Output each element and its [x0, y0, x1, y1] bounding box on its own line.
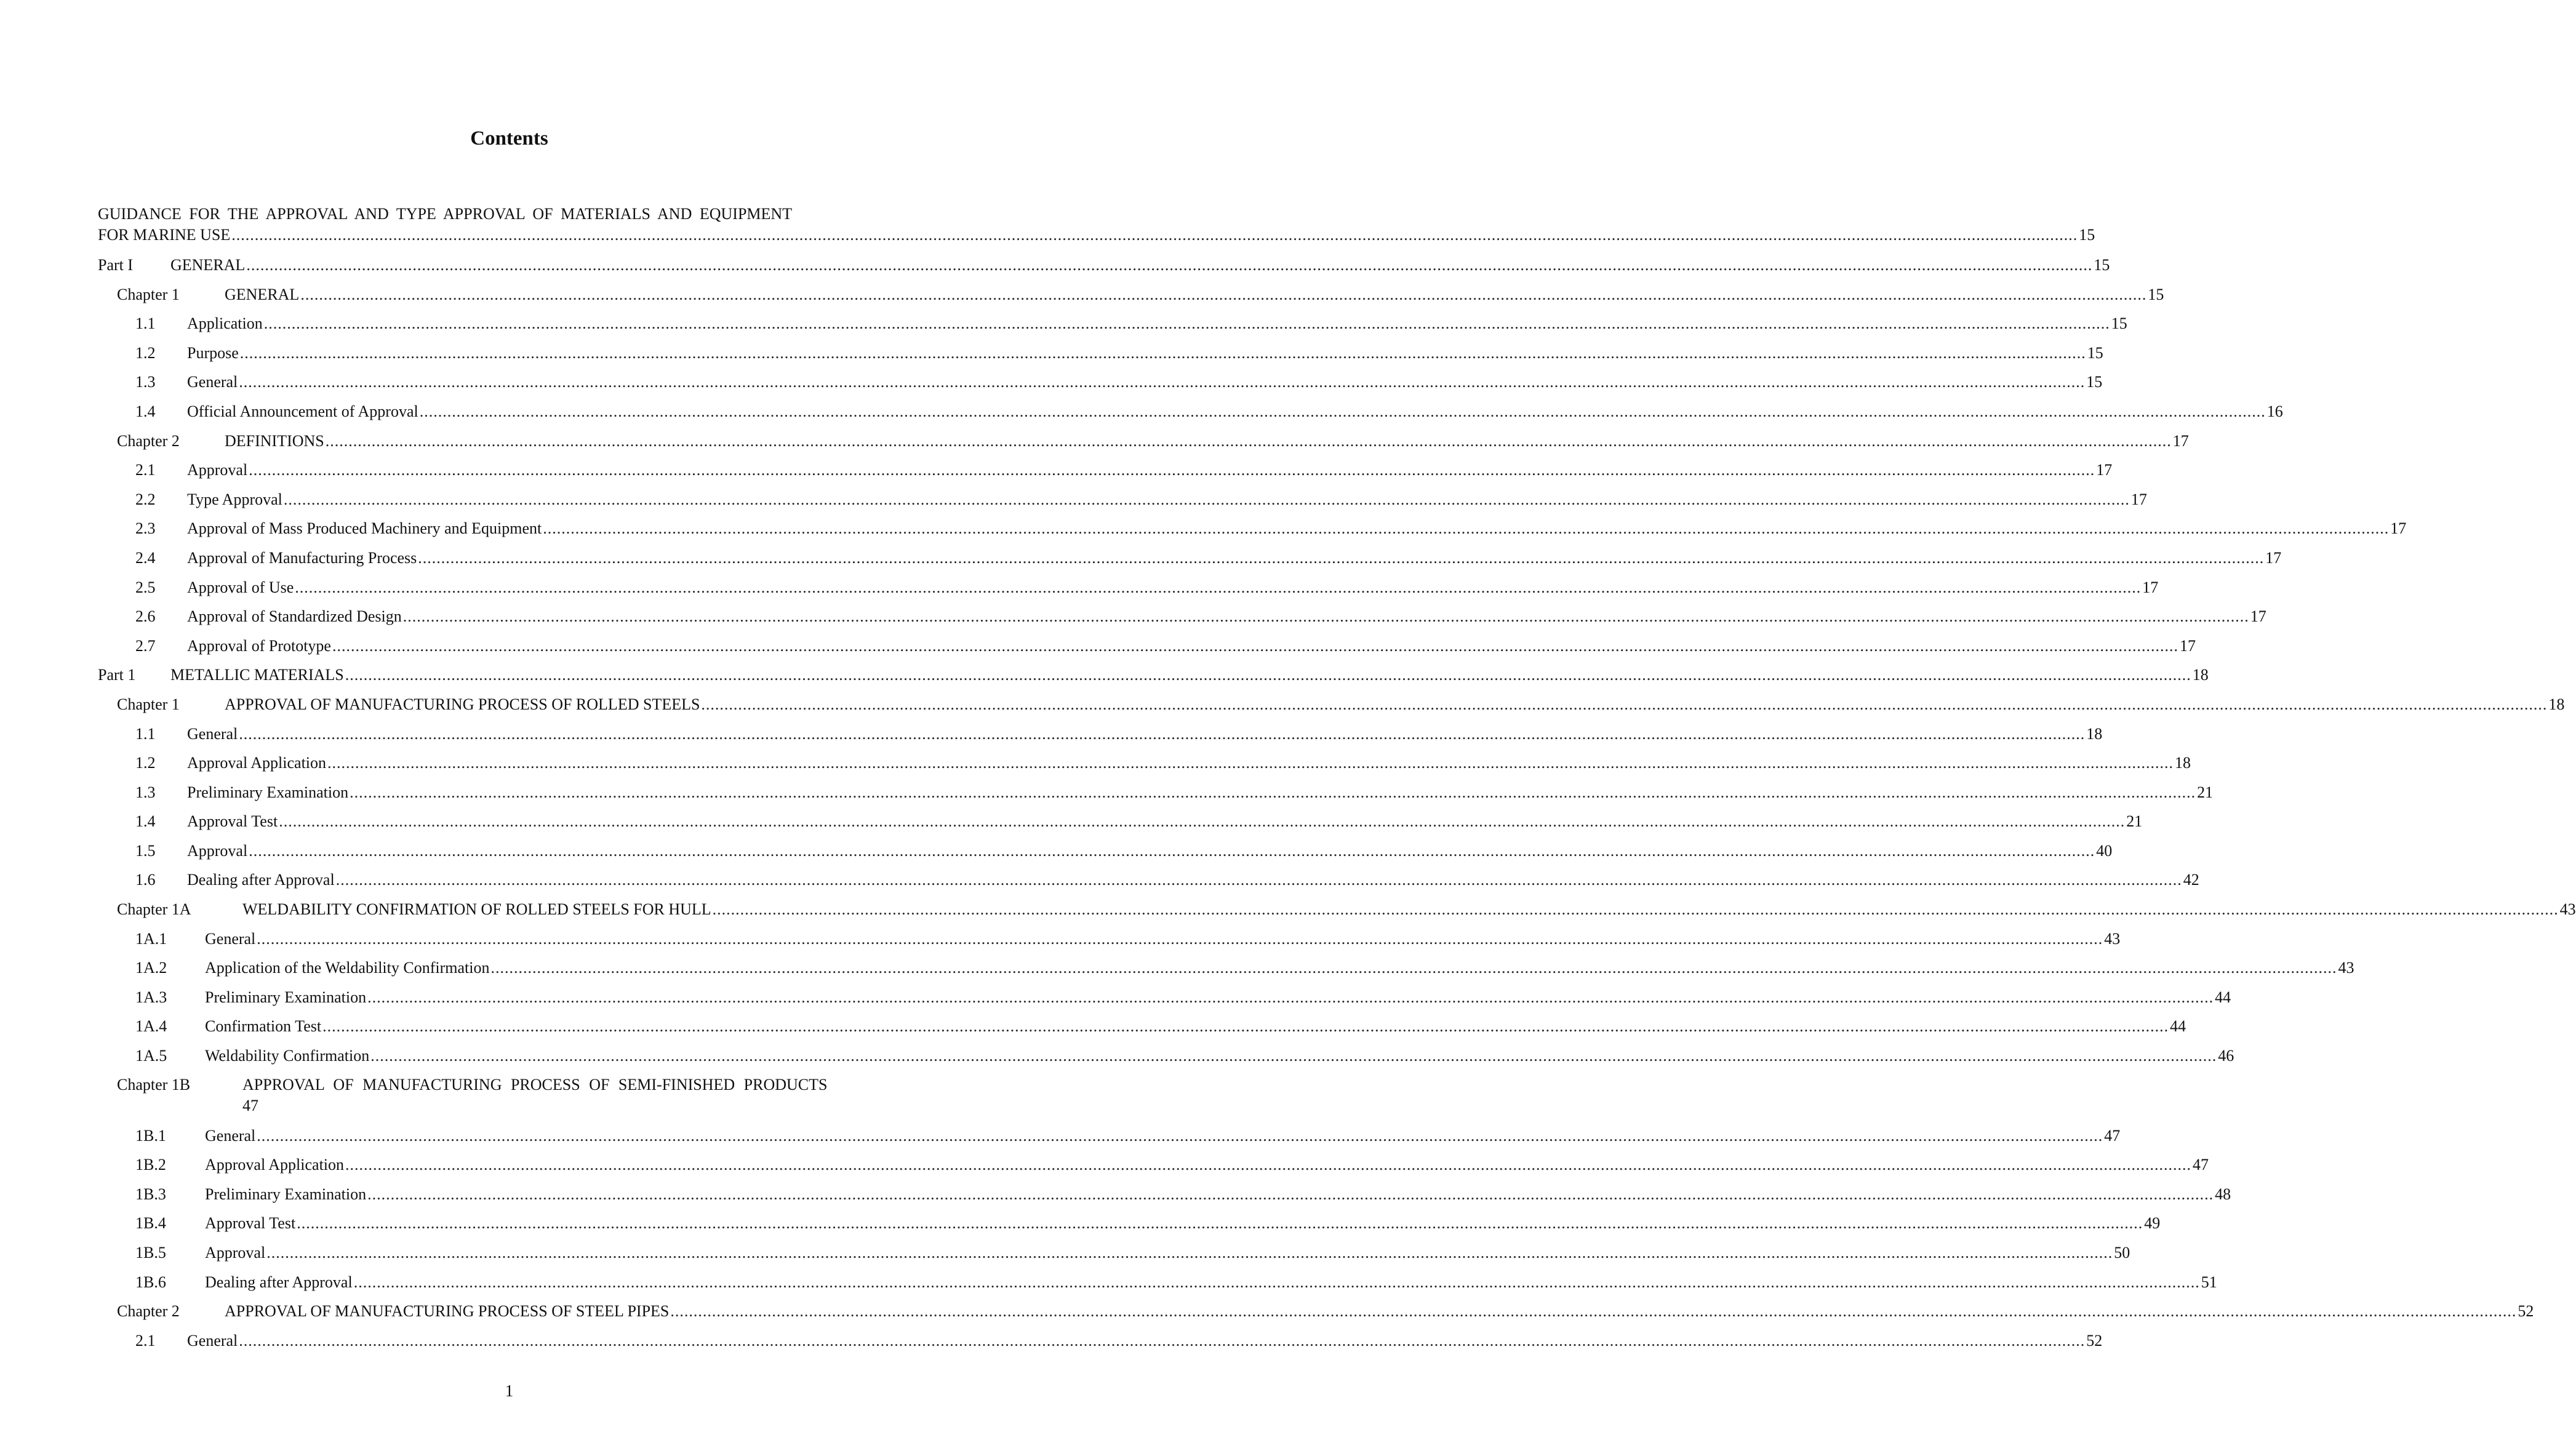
toc-entry-number: Chapter 1 — [117, 695, 180, 713]
toc-page-number: 40 — [2096, 841, 2113, 860]
toc-entry-label: Confirmation Test — [205, 1017, 322, 1036]
toc-page-number: 18 — [2086, 724, 2103, 743]
toc-page-number: 43 — [2104, 929, 2121, 948]
toc-entry[interactable] — [98, 748, 2191, 778]
dot-leader: ................................................................................................................................................................................................................................................................................................................................................................................................................ — [327, 754, 2174, 772]
toc-page-number: 18 — [2175, 754, 2191, 772]
toc-page-number: 47 — [242, 1096, 258, 1114]
toc-entry-label: Preliminary Examination — [205, 988, 367, 1006]
toc-page-number: 47 — [2104, 1126, 2121, 1145]
toc-entry-label-line2: FOR MARINE USE — [98, 226, 231, 244]
toc-entry-label: Approval — [187, 841, 248, 860]
toc-entry-number: 1A.4 — [135, 1017, 167, 1036]
toc-entry[interactable] — [98, 1180, 2231, 1209]
dot-leader: ................................................................................................................................................................................................................................................................................................................................................................................................................ — [322, 1017, 2169, 1036]
toc-entry-guidance[interactable] — [98, 200, 2095, 250]
toc-entry-label: Approval of Prototype — [187, 636, 331, 655]
dot-leader: ................................................................................................................................................................................................................................................................................................................................................................................................................ — [295, 578, 2142, 596]
toc-entry-number: Part 1 — [98, 666, 136, 684]
toc-entry-label: WELDABILITY CONFIRMATION OF ROLLED STEELS FOR HULL — [242, 900, 711, 919]
dot-leader: ................................................................................................................................................................................................................................................................................................................................................................................................................ — [712, 900, 2559, 919]
toc-page-number: 15 — [2087, 343, 2103, 362]
toc-entry-number: 2.1 — [135, 1331, 156, 1350]
toc-page-number: 16 — [2266, 402, 2283, 420]
toc-entry-label: General — [205, 1126, 256, 1145]
toc-page-number: 49 — [2144, 1214, 2161, 1233]
toc-page-number: 17 — [2096, 461, 2113, 479]
toc-page-number: 18 — [2548, 695, 2565, 713]
toc-page-number: 15 — [2094, 256, 2110, 274]
toc-entry[interactable] — [98, 1041, 2234, 1071]
dot-leader: ................................................................................................................................................................................................................................................................................................................................................................................................................ — [266, 1244, 2113, 1262]
toc-page-number: 15 — [2111, 314, 2127, 333]
toc-entry-label-line1: GUIDANCE FOR THE APPROVAL AND TYPE APPROVAL OF MATERIALS AND EQUIPMENT — [98, 205, 793, 223]
toc-page-number: 42 — [2183, 871, 2199, 889]
toc-entry-chapter-1b[interactable] — [98, 1071, 930, 1121]
toc-page-number: 17 — [2390, 519, 2407, 538]
dot-leader: ................................................................................................................................................................................................................................................................................................................................................................................................................ — [543, 519, 2390, 538]
dot-leader: ................................................................................................................................................................................................................................................................................................................................................................................................................ — [246, 256, 2093, 274]
toc-entry[interactable] — [98, 338, 2103, 368]
toc-page-number: 43 — [2559, 900, 2576, 919]
toc-page-number: 43 — [2338, 959, 2354, 977]
dot-leader: ................................................................................................................................................................................................................................................................................................................................................................................................................ — [283, 490, 2130, 508]
toc-entry[interactable] — [98, 1238, 2130, 1268]
toc-entry-label: General — [187, 724, 238, 743]
toc-entry-number: 2.6 — [135, 607, 156, 626]
toc-entry-number: 1B.6 — [135, 1273, 166, 1291]
dot-leader: ................................................................................................................................................................................................................................................................................................................................................................................................................ — [490, 959, 2337, 977]
toc-entry-number: 1B.1 — [135, 1126, 166, 1145]
toc-entry-number: Part I — [98, 256, 134, 274]
toc-entry-label: Approval Application — [187, 754, 327, 772]
toc-entry[interactable] — [98, 455, 2113, 485]
toc-entry[interactable] — [98, 602, 2266, 631]
toc-page-number: 17 — [2130, 490, 2147, 508]
toc-entry-number: 1.4 — [135, 812, 156, 831]
dot-leader: ................................................................................................................................................................................................................................................................................................................................................................................................................ — [345, 666, 2191, 684]
toc-entry-label: Purpose — [187, 343, 239, 362]
dot-leader: ................................................................................................................................................................................................................................................................................................................................................................................................................ — [345, 1156, 2192, 1174]
toc-entry-label: Approval Test — [187, 812, 278, 831]
toc-entry-number: Chapter 2 — [117, 1302, 180, 1321]
toc-entry-label: Approval Application — [205, 1156, 345, 1174]
toc-entry[interactable] — [98, 573, 2159, 602]
toc-entry[interactable] — [98, 1326, 2103, 1356]
toc-entry[interactable] — [98, 1268, 2217, 1297]
dot-leader: ................................................................................................................................................................................................................................................................................................................................................................................................................ — [300, 285, 2147, 303]
toc-page-number: 17 — [2179, 636, 2196, 655]
toc-entry[interactable] — [98, 953, 2354, 983]
dot-leader: ................................................................................................................................................................................................................................................................................................................................................................................................................ — [402, 607, 2249, 626]
toc-entry-label: Dealing after Approval — [205, 1273, 353, 1291]
toc-entry-number: 1A.2 — [135, 959, 167, 977]
toc-entry-label: Application — [187, 314, 263, 333]
toc-entry-label: Approval of Use — [187, 578, 294, 596]
toc-entry-number: Chapter 1A — [117, 900, 191, 919]
toc-entry-number: 1.6 — [135, 871, 156, 889]
toc-entry[interactable] — [98, 485, 2147, 514]
toc-entry-number: 1B.4 — [135, 1214, 166, 1233]
toc-entry-label: APPROVAL OF MANUFACTURING PROCESS OF SEMI-FINISHED PRODUCTS — [242, 1075, 828, 1094]
toc-entry-label: General — [187, 1331, 238, 1350]
toc-entry-number: Chapter 2 — [117, 431, 180, 450]
toc-entry-number: 1.3 — [135, 783, 156, 801]
toc-entry-label: Dealing after Approval — [187, 871, 335, 889]
toc-entry-label: Approval — [205, 1244, 266, 1262]
toc-entry[interactable] — [98, 1150, 2209, 1180]
toc-entry-label: DEFINITIONS — [225, 431, 324, 450]
toc-entry[interactable] — [98, 1012, 2186, 1041]
toc-entry[interactable] — [98, 983, 2231, 1012]
toc-entry[interactable] — [98, 280, 2164, 310]
toc-entry[interactable] — [98, 631, 2196, 661]
toc-entry[interactable] — [98, 543, 2282, 573]
dot-leader: ................................................................................................................................................................................................................................................................................................................................................................................................................ — [239, 724, 2086, 743]
toc-entry-number: 2.1 — [135, 461, 156, 479]
toc-entry[interactable] — [98, 690, 2565, 719]
toc-entry[interactable] — [98, 397, 2283, 426]
dot-leader: ................................................................................................................................................................................................................................................................................................................................................................................................................ — [419, 402, 2266, 420]
toc-entry[interactable] — [98, 778, 2214, 807]
toc-entry-label: Type Approval — [187, 490, 282, 508]
toc-entry[interactable] — [98, 1121, 2121, 1151]
table-of-contents — [98, 200, 2576, 1355]
toc-entry[interactable] — [98, 807, 2143, 836]
toc-entry-number: 1.2 — [135, 343, 156, 362]
dot-leader: ................................................................................................................................................................................................................................................................................................................................................................................................................ — [335, 871, 2182, 889]
dot-leader: ................................................................................................................................................................................................................................................................................................................................................................................................................ — [297, 1214, 2143, 1233]
toc-entry-number: 1A.5 — [135, 1047, 167, 1065]
toc-entry[interactable] — [98, 865, 2199, 895]
toc-entry[interactable] — [98, 660, 2209, 690]
toc-page-number: 17 — [2172, 431, 2189, 450]
toc-page-number: 51 — [2201, 1273, 2217, 1291]
toc-page-number: 15 — [2079, 226, 2095, 244]
toc-entry-label: General — [205, 929, 256, 948]
toc-entry-label: Approval of Mass Produced Machinery and Equipment — [187, 519, 542, 538]
toc-entry-label: METALLIC MATERIALS — [170, 666, 344, 684]
toc-entry-number: 2.3 — [135, 519, 156, 538]
dot-leader: ................................................................................................................................................................................................................................................................................................................................................................................................................ — [701, 695, 2548, 713]
toc-entry[interactable] — [98, 426, 2189, 456]
toc-entry-number: Chapter 1B — [117, 1075, 191, 1094]
toc-entry-number: 1A.1 — [135, 929, 167, 948]
dot-leader: ................................................................................................................................................................................................................................................................................................................................................................................................................ — [239, 373, 2086, 391]
dot-leader: ................................................................................................................................................................................................................................................................................................................................................................................................................ — [239, 343, 2086, 362]
toc-entry-label: Weldability Confirmation — [205, 1047, 370, 1065]
toc-entry[interactable] — [98, 924, 2121, 954]
toc-entry-label: GENERAL — [170, 256, 246, 274]
toc-entry-number: 1B.2 — [135, 1156, 166, 1174]
toc-entry-number: 2.2 — [135, 490, 156, 508]
toc-page-number: 50 — [2114, 1244, 2130, 1262]
dot-leader: ................................................................................................................................................................................................................................................................................................................................................................................................................ — [418, 548, 2265, 567]
toc-page-number: 21 — [2197, 783, 2214, 801]
toc-entry-label: Approval — [187, 461, 248, 479]
toc-list — [98, 250, 2576, 1071]
toc-entry-label: Approval Test — [205, 1214, 296, 1233]
toc-page-number: 17 — [2265, 548, 2282, 567]
dot-leader: ................................................................................................................................................................................................................................................................................................................................................................................................................ — [367, 988, 2214, 1006]
toc-entry-label: Approval of Manufacturing Process — [187, 548, 417, 567]
toc-page-number: 52 — [2518, 1302, 2534, 1321]
dot-leader: ................................................................................................................................................................................................................................................................................................................................................................................................................ — [257, 1126, 2103, 1145]
toc-entry-label: Official Announcement of Approval — [187, 402, 418, 420]
dot-leader: ................................................................................................................................................................................................................................................................................................................................................................................................................ — [353, 1273, 2200, 1291]
toc-entry[interactable] — [98, 719, 2103, 749]
toc-entry-label: Preliminary Examination — [187, 783, 349, 801]
toc-entry-label: GENERAL — [225, 285, 300, 303]
dot-leader: ................................................................................................................................................................................................................................................................................................................................................................................................................ — [350, 783, 2196, 801]
toc-entry-number: 1.2 — [135, 754, 156, 772]
toc-page-number: 52 — [2086, 1331, 2103, 1350]
toc-entry-number: 2.4 — [135, 548, 156, 567]
toc-entry-label: Approval of Standardized Design — [187, 607, 402, 626]
toc-page-number: 15 — [2148, 285, 2164, 303]
toc-entry-number: Chapter 1 — [117, 285, 180, 303]
toc-entry-label: General — [187, 373, 238, 391]
page-title: Contents — [470, 127, 548, 150]
dot-leader: ................................................................................................................................................................................................................................................................................................................................................................................................................ — [325, 431, 2172, 450]
toc-page-number: 18 — [2192, 666, 2209, 684]
toc-entry-label: Application of the Weldability Confirmation — [205, 959, 490, 977]
dot-leader: ................................................................................................................................................................................................................................................................................................................................................................................................................ — [279, 812, 2126, 831]
toc-entry-number: 1.3 — [135, 373, 156, 391]
dot-leader: ................................................................................................................................................................................................................................................................................................................................................................................................................ — [670, 1302, 2517, 1321]
toc-entry-number: 1.5 — [135, 841, 156, 860]
toc-entry[interactable] — [98, 1297, 2534, 1326]
toc-entry[interactable] — [98, 836, 2113, 866]
toc-entry-number: 2.7 — [135, 636, 156, 655]
dot-leader: ................................................................................................................................................................................................................................................................................................................................................................................................................ — [332, 636, 2178, 655]
dot-leader: ................................................................................................................................................................................................................................................................................................................................................................................................................ — [257, 929, 2103, 948]
toc-entry[interactable] — [98, 514, 2407, 543]
toc-entry-number: 1.1 — [135, 314, 156, 333]
dot-leader: ................................................................................................................................................................................................................................................................................................................................................................................................................ — [263, 314, 2110, 333]
toc-page-number: 17 — [2142, 578, 2159, 596]
toc-entry[interactable] — [98, 895, 2576, 924]
toc-entry[interactable] — [98, 250, 2110, 280]
toc-page-number: 17 — [2250, 607, 2266, 626]
dot-leader: ................................................................................................................................................................................................................................................................................................................................................................................................................ — [249, 841, 2095, 860]
toc-list — [98, 1121, 2534, 1356]
toc-page-number: 48 — [2215, 1185, 2231, 1203]
toc-entry-number: 1B.5 — [135, 1244, 166, 1262]
toc-entry[interactable] — [98, 1209, 2161, 1238]
dot-leader: ................................................................................................................................................................................................................................................................................................................................................................................................................ — [249, 461, 2095, 479]
toc-page-number: 15 — [2086, 373, 2103, 391]
dot-leader: ................................................................................................................................................................................................................................................................................................................................................................................................................ — [370, 1047, 2217, 1065]
toc-entry-number: 1B.3 — [135, 1185, 166, 1203]
toc-entry-number: 1.4 — [135, 402, 156, 420]
toc-page-number: 44 — [2215, 988, 2231, 1006]
toc-page-number: 21 — [2126, 812, 2143, 831]
toc-entry[interactable] — [98, 309, 2127, 338]
dot-leader: ................................................................................................................................................................................................................................................................................................................................................................................................................ — [231, 226, 2078, 244]
dot-leader: ................................................................................................................................................................................................................................................................................................................................................................................................................ — [367, 1185, 2214, 1203]
toc-entry-number: 2.5 — [135, 578, 156, 596]
toc-entry-label: APPROVAL OF MANUFACTURING PROCESS OF STEEL PIPES — [225, 1302, 670, 1321]
toc-entry-label: APPROVAL OF MANUFACTURING PROCESS OF ROLLED STEELS — [225, 695, 700, 713]
toc-entry-label: Preliminary Examination — [205, 1185, 367, 1203]
page-number-footer: 1 — [505, 1382, 514, 1400]
toc-page-number: 44 — [2170, 1017, 2186, 1036]
toc-entry-number: 1.1 — [135, 724, 156, 743]
toc-page-number: 46 — [2218, 1047, 2234, 1065]
dot-leader: ................................................................................................................................................................................................................................................................................................................................................................................................................ — [239, 1331, 2086, 1350]
toc-entry[interactable] — [98, 367, 2103, 397]
toc-page-number: 47 — [2193, 1156, 2209, 1174]
toc-entry-number: 1A.3 — [135, 988, 167, 1006]
